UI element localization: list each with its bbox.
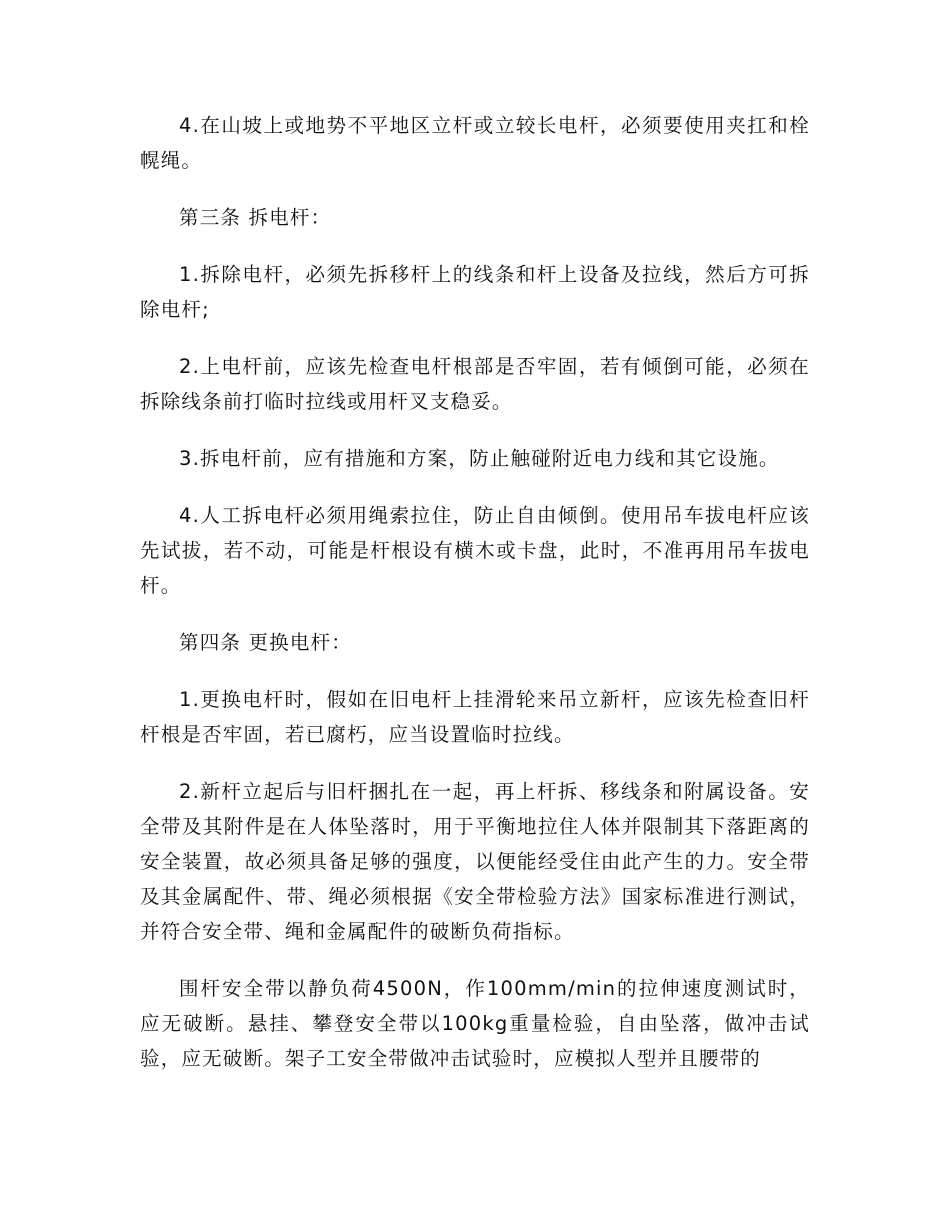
section-heading-article-3: 第三条 拆电杆： xyxy=(179,206,332,229)
paragraph-replacement-step-1: 1.更换电杆时，假如在旧电杆上挂滑轮来吊立新杆，应该先检查旧杆杆根是否牢固，若已腐朽，应当设置临时拉线。 xyxy=(140,688,810,746)
paragraph-removal-step-4: 4.人工拆电杆必须用绳索拉住，防止自由倾倒。使用吊车拔电杆应该先试拔，若不动，可能是杆根设有横木或卡盘，此时，不准再用吊车拔电杆。 xyxy=(140,504,810,597)
paragraph-removal-step-1: 1.拆除电杆，必须先拆移杆上的线条和杆上设备及拉线，然后方可拆除电杆; xyxy=(140,263,810,321)
paragraph-removal-step-3: 3.拆电杆前，应有措施和方案，防止触碰附近电力线和其它设施。 xyxy=(179,447,780,470)
paragraph-replacement-step-2: 2.新杆立起后与旧杆捆扎在一起，再上杆拆、移线条和附属设备。安全带及其附件是在人体坠落时，用于平衡地拉住人体并限制其下落距离的安全装置，故必须具备足够的强度，以便能经受住由此产生的力。安全带及其金属配件、带、绳必须根据《安全带检验方法》国家标准进行测试，并符合安全带、绳和金属配件的破断负荷指标。 xyxy=(140,780,810,943)
section-heading-article-4: 第四条 更换电杆： xyxy=(179,631,352,654)
paragraph-pole-erection-slope: 4.在山坡上或地势不平地区立杆或立较长电杆，必须要使用夹扛和栓幌绳。 xyxy=(140,114,810,172)
paragraph-removal-step-2: 2.上电杆前，应该先检查电杆根部是否牢固，若有倾倒可能，必须在拆除线条前打临时拉线或用杆叉支稳妥。 xyxy=(140,355,810,413)
paragraph-safety-belt-testing: 围杆安全带以静负荷4500N，作100mm/min的拉伸速度测试时，应无破断。悬挂、攀登安全带以100kg重量检验，自由坠落，做冲击试验，应无破断。架子工安全带做冲击试验时，应模拟人型并且腰带的 xyxy=(140,977,810,1070)
document-body xyxy=(140,108,810,1098)
